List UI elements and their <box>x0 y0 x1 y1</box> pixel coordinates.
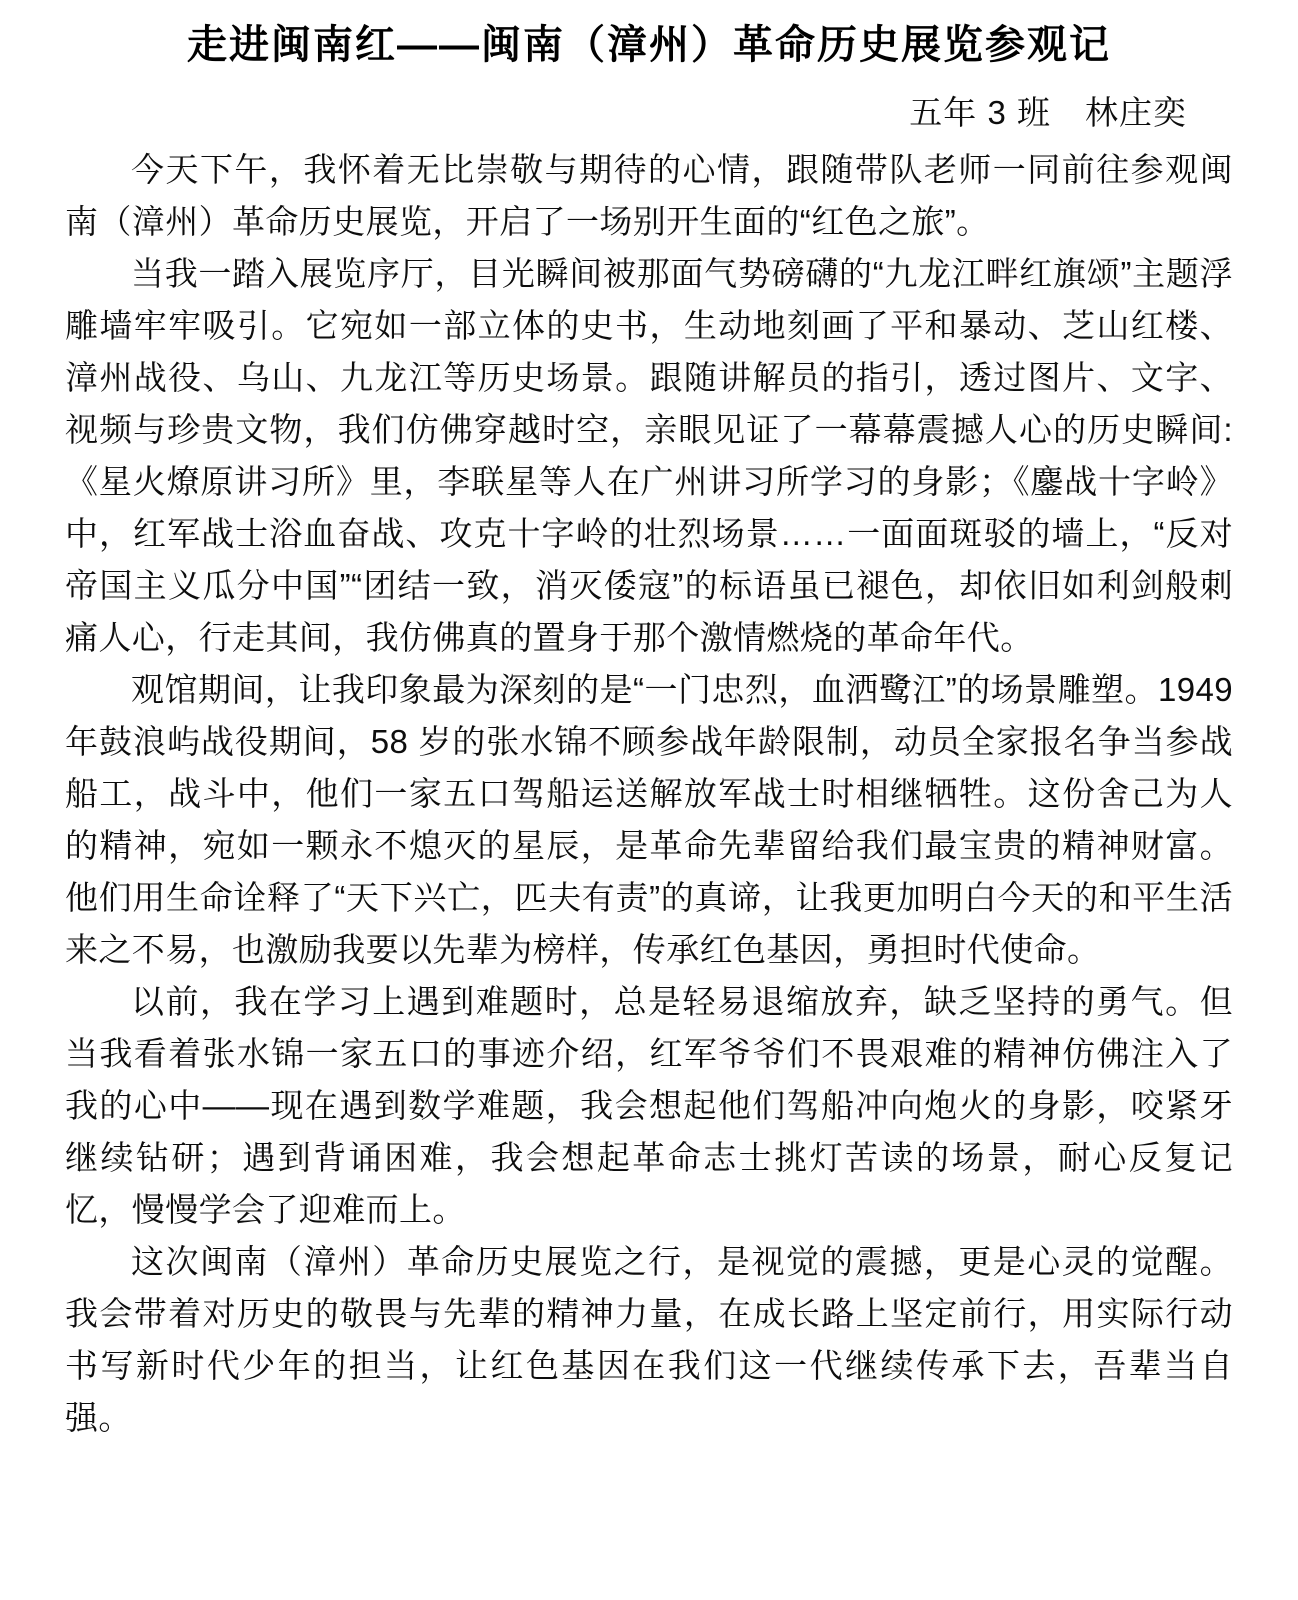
essay-body <box>65 144 1233 1444</box>
essay-paragraph-5: 这次闽南（漳州）革命历史展览之行，是视觉的震撼，更是心灵的觉醒。我会带着对历史的敬畏与先辈的精神力量，在成长路上坚定前行，用实际行动书写新时代少年的担当，让红色基因在我们这一代继续传承下去，吾辈当自强。 <box>65 1243 1233 1436</box>
essay-paragraph-3: 观馆期间，让我印象最为深刻的是“一门忠烈，血洒鹭江”的场景雕塑。1949年鼓浪屿战役期间，58 岁的张水锦不顾参战年龄限制，动员全家报名争当参战船工，战斗中，他们一家五口驾船运送解放军战士时相继牺牲。这份舍己为人的精神，宛如一颗永不熄灭的星辰，是革命先辈留给我们最宝贵的精神财富。他们用生命诠释了“天下兴亡，匹夫有责”的真谛，让我更加明白今天的和平生活来之不易，也激励我要以先辈为榜样，传承红色基因，勇担时代使命。 <box>65 671 1233 968</box>
essay-title: 走进闽南红——闽南（漳州）革命历史展览参观记 <box>187 23 1111 67</box>
essay-paragraph-2: 当我一踏入展览序厅，目光瞬间被那面气势磅礴的“九龙江畔红旗颂”主题浮雕墙牢牢吸引。它宛如一部立体的史书，生动地刻画了平和暴动、芝山红楼、漳州战役、乌山、九龙江等历史场景。跟随讲解员的指引，透过图片、文字、视频与珍贵文物，我们仿佛穿越时空，亲眼见证了一幕幕震撼人心的历史瞬间:《星火燎原讲习所》里，李联星等人在广州讲习所学习的身影；《鏖战十字岭》中，红军战士浴血奋战、攻克十字岭的壮烈场景……一面面斑驳的墙上，“反对帝国主义瓜分中国”“团结一致，消灭倭寇”的标语虽已褪色，却依旧如利剑般刺痛人心，行走其间，我仿佛真的置身于那个激情燃烧的革命年代。 <box>65 255 1233 656</box>
essay-paragraph-4: 以前，我在学习上遇到难题时，总是轻易退缩放弃，缺乏坚持的勇气。但当我看着张水锦一家五口的事迹介绍，红军爷爷们不畏艰难的精神仿佛注入了我的心中——现在遇到数学难题，我会想起他们驾船冲向炮火的身影，咬紧牙继续钻研；遇到背诵困难，我会想起革命志士挑灯苦读的场景，耐心反复记忆，慢慢学会了迎难而上。 <box>65 983 1233 1228</box>
essay-paragraph-1: 今天下午，我怀着无比崇敬与期待的心情，跟随带队老师一同前往参观闽南（漳州）革命历史展览，开启了一场别开生面的“红色之旅”。 <box>65 151 1233 240</box>
essay-byline: 五年 3 班 林庄奕 <box>909 94 1187 131</box>
